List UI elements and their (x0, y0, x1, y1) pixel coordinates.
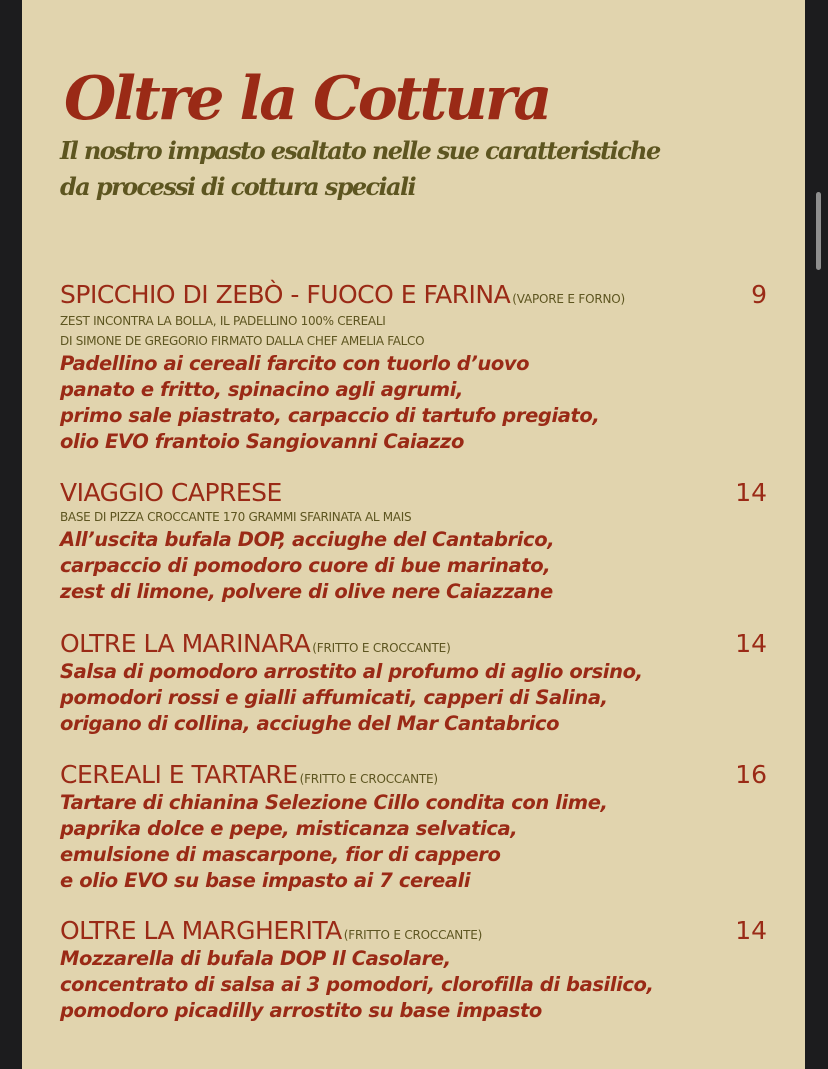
page-subtitle (60, 133, 660, 205)
description-line: Tartare di chianina Selezione Cillo condita con lime, (60, 791, 608, 814)
menu-item-header (60, 478, 767, 508)
description-line: concentrato di salsa ai 3 pomodori, clorofilla di basilico, (60, 973, 654, 996)
description-line: primo sale piastrato, carpaccio di tartufo pregiato, (60, 404, 600, 427)
description-line: Mozzarella di bufala DOP Il Casolare, (60, 947, 451, 970)
description-line: olio EVO frantoio Sangiovanni Caiazzo (60, 430, 464, 453)
menu-item-notes (60, 507, 767, 527)
menu-item (60, 478, 767, 605)
menu-item-notes (60, 311, 767, 351)
menu-item (60, 760, 767, 894)
page-title: Oltre la Cottura (64, 64, 550, 134)
description-line: Padellino ai cereali farcito con tuorlo d’uovo (60, 352, 530, 375)
description-line: panato e fritto, spinacino agli agrumi, (60, 378, 464, 401)
description-line: origano di collina, acciughe del Mar Cantabrico (60, 712, 560, 735)
description-line: carpaccio di pomodoro cuore di bue marinato, (60, 554, 551, 577)
description-line: pomodoro picadilly arrostito su base impasto (60, 999, 542, 1022)
description-line: paprika dolce e pepe, misticanza selvatica, (60, 817, 518, 840)
menu-item-note: BASE DI PIZZA CROCCANTE 170 GRAMMI SFARINATA AL MAIS (60, 510, 412, 524)
description-line: zest di limone, polvere di olive nere Caiazzane (60, 580, 553, 603)
menu-item-note: ZEST INCONTRA LA BOLLA, IL PADELLINO 100% CEREALI (60, 314, 386, 328)
menu-item-name: SPICCHIO DI ZEBÒ - FUOCO E FARINA (60, 280, 511, 309)
menu-item-header (60, 760, 767, 790)
menu-item-description (60, 659, 767, 737)
menu-item-tag: (FRITTO E CROCCANTE) (343, 928, 483, 942)
menu-item-price: 14 (735, 916, 767, 945)
menu-item-price: 14 (735, 478, 767, 507)
menu-item-price: 9 (751, 280, 767, 309)
description-line: Salsa di pomodoro arrostito al profumo di aglio orsino, (60, 660, 643, 683)
subtitle-line: da processi di cottura speciali (60, 172, 416, 201)
menu-item-price: 14 (735, 629, 767, 658)
menu-item-tag: (FRITTO E CROCCANTE) (299, 772, 438, 786)
menu-item-name: CEREALI E TARTARE (60, 760, 298, 789)
menu-item (60, 629, 767, 737)
subtitle-line: Il nostro impasto esaltato nelle sue caratteristiche (60, 136, 660, 165)
vertical-scrollbar[interactable] (816, 192, 821, 270)
description-line: pomodori rossi e gialli affumicati, capperi di Salina, (60, 686, 608, 709)
menu-item-header (60, 280, 767, 310)
menu-item-header (60, 629, 767, 659)
menu-item-name: OLTRE LA MARINARA (60, 629, 311, 658)
menu-item-name: VIAGGIO CAPRESE (60, 478, 282, 507)
menu-item-tag: (VAPORE E FORNO) (512, 292, 625, 306)
menu-item (60, 280, 767, 455)
menu-item-note: DI SIMONE DE GREGORIO FIRMATO DALLA CHEF AMELIA FALCO (60, 334, 425, 348)
description-line: emulsione di mascarpone, fior di cappero (60, 843, 501, 866)
description-line: All’uscita bufala DOP, acciughe del Cantabrico, (60, 528, 555, 551)
menu-item-description (60, 351, 767, 455)
menu-item-description (60, 527, 767, 605)
menu-item-description (60, 946, 767, 1024)
menu-item-description (60, 790, 767, 894)
menu-item-price: 16 (735, 760, 767, 789)
description-line: e olio EVO su base impasto ai 7 cereali (60, 869, 471, 892)
menu-item-header (60, 916, 767, 946)
menu-item (60, 916, 767, 1024)
menu-page (22, 0, 805, 1069)
menu-item-name: OLTRE LA MARGHERITA (60, 916, 342, 945)
menu-item-tag: (FRITTO E CROCCANTE) (312, 641, 451, 655)
